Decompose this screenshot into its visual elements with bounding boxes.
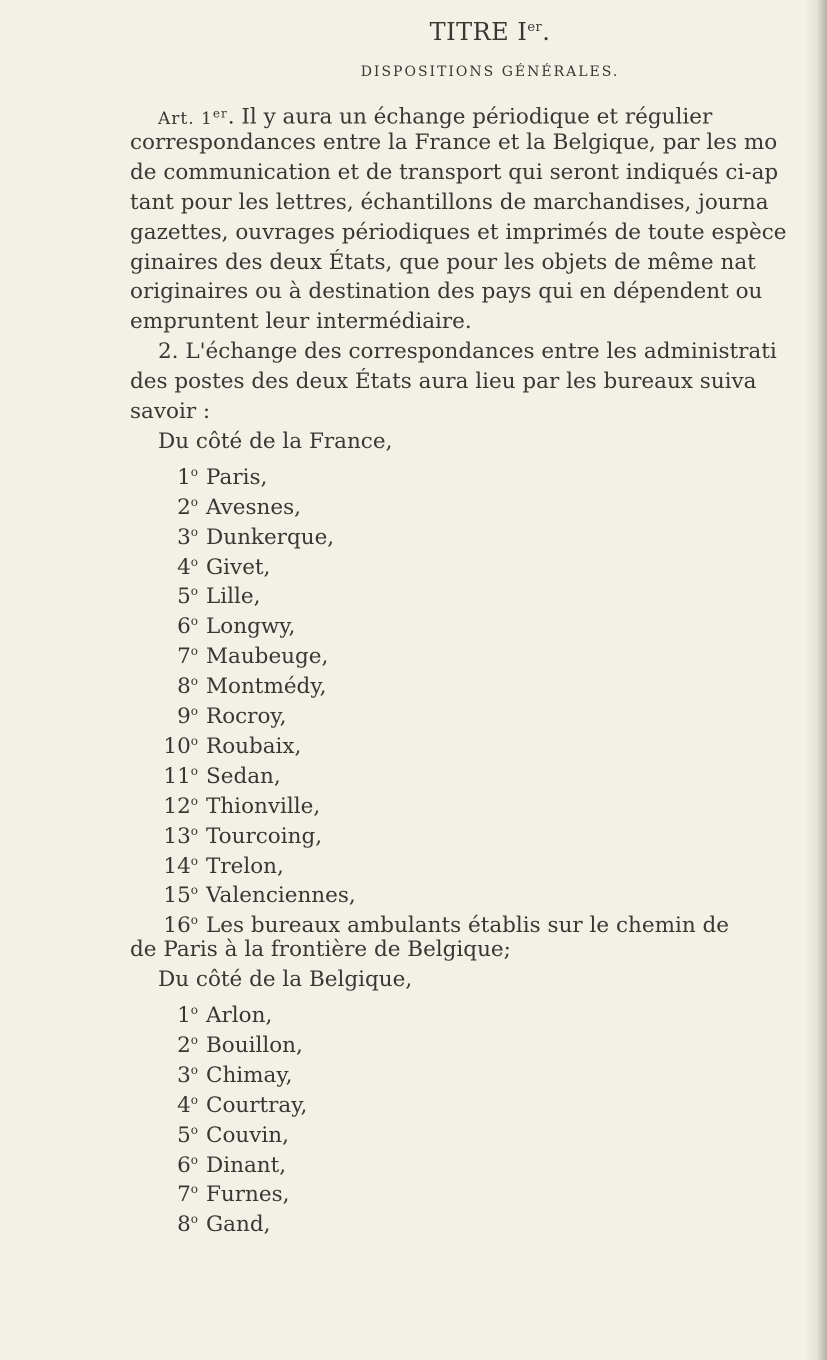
office-name: Furnes,	[206, 1182, 290, 1208]
article-1-line: empruntent leur intermédiaire.	[130, 309, 472, 335]
office-name: Roubaix,	[206, 734, 302, 760]
office-name: Dinant,	[206, 1152, 287, 1178]
article-1-line: ginaires des deux États, que pour les objets de même nat	[130, 249, 756, 275]
office-name: Les bureaux ambulants établis sur le chemin de	[206, 913, 730, 939]
article-1-line: originaires ou à destination des pays qui en dépendent ou	[130, 279, 763, 305]
item-number: 3$^o$	[177, 524, 198, 550]
page-edge-shadow	[805, 0, 827, 1360]
article-label: Art. 1er	[158, 106, 228, 129]
office-name: Longwy,	[206, 614, 296, 640]
item-number: 2$^o$	[177, 494, 198, 520]
item-number: 5$^o$	[177, 1122, 198, 1148]
article-1-line: tant pour les lettres, échantillons de marchandises, journa	[130, 189, 769, 215]
item-number: 12$^o$	[163, 793, 198, 819]
item-number: 8$^o$	[177, 674, 198, 700]
item-number: 13$^o$	[163, 823, 198, 849]
section-subtitle: DISPOSITIONS GÉNÉRALES.	[360, 64, 620, 80]
office-name: Givet,	[206, 554, 271, 580]
office-name: Gand,	[206, 1212, 271, 1238]
office-name: Lille,	[206, 584, 261, 610]
item-number: 1$^o$	[177, 1003, 198, 1029]
article-1-line: gazettes, ouvrages périodiques et imprimés de toute espèce	[130, 219, 787, 245]
item-number: 11$^o$	[163, 763, 198, 789]
office-name: Valenciennes,	[206, 883, 356, 909]
item-number: 6$^o$	[177, 614, 198, 640]
france-header: Du côté de la France,	[158, 428, 393, 454]
office-name: Rocroy,	[206, 704, 287, 730]
office-name: Chimay,	[206, 1062, 293, 1088]
office-name: Paris,	[206, 464, 268, 490]
item-number: 4$^o$	[177, 1092, 198, 1118]
office-name: Courtray,	[206, 1092, 308, 1118]
item-number: 8$^o$	[177, 1212, 198, 1238]
item-number: 6$^o$	[177, 1152, 198, 1178]
item-number: 7$^o$	[177, 644, 198, 670]
section-title: TITRE Ier.	[429, 18, 551, 46]
section-2-line: des postes des deux États aura lieu par les bureaux suiva	[130, 369, 757, 395]
section-2-line: savoir :	[130, 399, 211, 424]
office-name: Tourcoing,	[206, 823, 323, 849]
belgium-list-item	[138, 1204, 270, 1240]
item-number: 14$^o$	[163, 853, 198, 879]
office-name: Dunkerque,	[206, 524, 335, 550]
item-number: 2$^o$	[177, 1032, 198, 1059]
item-number: 16$^o$	[163, 913, 198, 939]
office-name: Bouillon,	[206, 1033, 303, 1059]
office-name: Trelon,	[206, 853, 284, 879]
office-name: Thionville,	[206, 793, 321, 819]
item-number: 4$^o$	[177, 554, 198, 580]
office-name: Couvin,	[206, 1122, 289, 1148]
item-number: 7$^o$	[177, 1182, 198, 1208]
article-1-line: Art. 1er. Il y aura un échange périodique et régulier	[158, 104, 713, 130]
item-number: 9$^o$	[177, 704, 198, 730]
belgium-header: Du côté de la Belgique,	[158, 967, 413, 993]
section-2-line: 2. L'échange des correspondances entre les administrati	[158, 339, 777, 365]
office-name: Arlon,	[206, 1003, 273, 1029]
article-1-line: de communication et de transport qui seront indiqués ci-ap	[130, 159, 779, 185]
office-name: Sedan,	[206, 763, 281, 789]
item-number: 1$^o$	[177, 464, 198, 490]
item-number: 15$^o$	[163, 883, 198, 909]
item-number: 3$^o$	[177, 1062, 198, 1088]
article-1-line: correspondances entre la France et la Belgique, par les mo	[130, 129, 778, 155]
item-number: 10$^o$	[163, 733, 198, 760]
office-name: Maubeuge,	[206, 644, 329, 670]
office-name: Montmédy,	[206, 674, 327, 700]
item-number: 5$^o$	[177, 584, 198, 610]
office-name: Avesnes,	[206, 494, 301, 520]
france-continuation: de Paris à la frontière de Belgique;	[130, 937, 511, 963]
